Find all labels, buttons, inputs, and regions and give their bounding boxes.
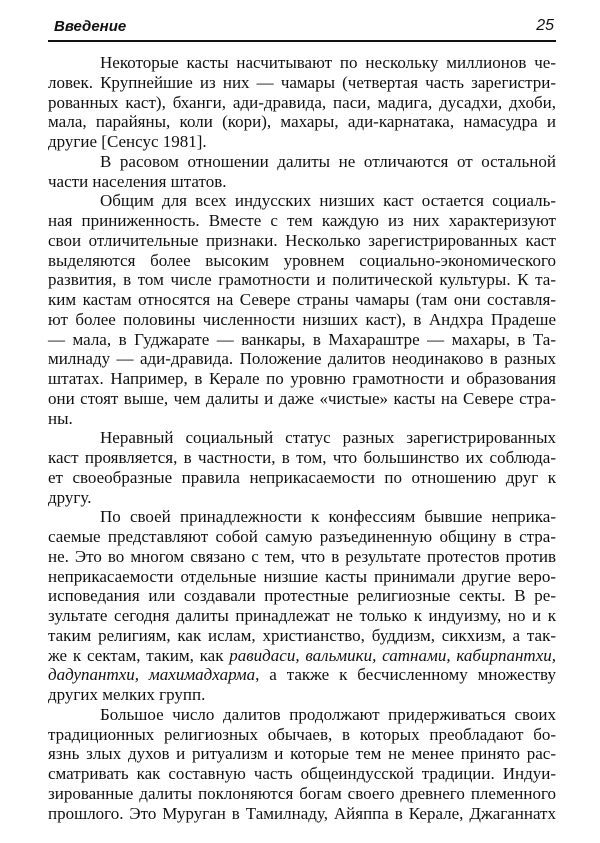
text-line	[48, 586, 556, 606]
text-segment: же к сектам, таким, как	[48, 645, 230, 665]
text-segment: Некоторые касты насчитывают по нескольку миллионов че-	[100, 53, 556, 72]
text-segment: мала, парайяны, коли (кори), махары, ади-карнатака, намасудра и	[48, 112, 556, 132]
text-line	[48, 567, 556, 587]
italic-text: дадупантхи, махимадхарма	[48, 665, 256, 685]
text-segment: Неравный социальный статус разных зарегистрированных	[100, 428, 556, 448]
text-segment: они стоят выше, чем далиты и даже «чистые» касты на Севере стра-	[48, 388, 556, 408]
text-segment: саемые представляют собой самую разъединенную общину в стра-	[48, 527, 556, 546]
text-segment: , а также к бесчисленному множеству	[255, 665, 556, 685]
text-line	[48, 764, 556, 784]
text-segment: язнь злых духов и ритуализм и которые тем не менее принято рас-	[48, 744, 556, 764]
text-line	[48, 507, 556, 527]
text-segment: ким кастам относятся на Севере страны чамары (там они составля-	[48, 290, 556, 309]
text-segment: милнаду — ади-дравида. Положение далитов неодинаково в разных	[48, 349, 556, 369]
paragraph	[48, 152, 556, 192]
text-segment: Большое число далитов продолжают придерживаться своих	[100, 704, 556, 724]
text-segment: ют более половины численности низших каст), в Андхра Прадеше	[48, 309, 556, 329]
text-line	[48, 349, 556, 369]
text-line	[48, 191, 556, 211]
paragraph	[48, 428, 556, 507]
text-segment: ная приниженность. Вместе с тем каждую из них характеризуют	[48, 211, 556, 230]
text-segment: части населения штатов.	[48, 171, 227, 191]
text-segment: сматривать как составную часть общеиндусской традиции. Индуи-	[48, 764, 556, 783]
text-line	[48, 53, 556, 73]
text-segment: другие [Сенсус 1981].	[48, 132, 207, 151]
text-line	[48, 804, 556, 824]
text-line	[48, 290, 556, 310]
page-number: 25	[536, 17, 554, 34]
text-line	[48, 389, 556, 409]
text-line	[48, 685, 556, 705]
italic-text: равидаси, вальмики, сатнами, кабирпантхи,	[229, 645, 556, 665]
text-segment: ны.	[48, 408, 73, 428]
text-segment: каст проявляется, в частности, в том, что большинство их соблюда-	[48, 448, 556, 467]
text-line	[48, 705, 556, 725]
text-line	[48, 211, 556, 231]
text-line	[48, 251, 556, 271]
text-line	[48, 725, 556, 745]
text-segment: выделяются более высоким уровнем социально-экономического	[48, 250, 556, 270]
text-line	[48, 448, 556, 468]
text-segment: зультате сегодня далиты принадлежат не только к индуизму, но и к	[48, 606, 556, 625]
text-line	[48, 626, 556, 646]
text-line	[48, 73, 556, 93]
text-line	[48, 330, 556, 350]
text-line	[48, 428, 556, 448]
text-line	[48, 270, 556, 290]
text-line	[48, 547, 556, 567]
text-line	[48, 132, 556, 152]
paragraph	[48, 53, 556, 152]
text-segment: Общим для всех индусских низших каст остается социаль-	[100, 191, 556, 211]
text-segment: развития, в том числе грамотности и политической культуры. К та-	[48, 270, 556, 290]
text-segment: В расовом отношении далиты не отличаются от остальной	[100, 151, 556, 171]
text-segment: неприкасаемости отдельные низшие касты принимали другие веро-	[48, 566, 556, 586]
section-title: Введение	[54, 18, 127, 35]
text-line	[48, 527, 556, 547]
text-segment: штатах. Например, в Керале по уровню грамотности и образования	[48, 369, 556, 388]
text-segment: не. Это во многом связано с тем, что в результате протестов против	[48, 546, 556, 566]
text-line	[48, 744, 556, 764]
paragraph	[48, 705, 556, 824]
text-segment: исповедания или создавали протестные религиозные секты. В ре-	[48, 586, 556, 606]
text-segment: ловек. Крупнейшие из них — чамары (четвертая часть зарегистри-	[48, 72, 556, 92]
text-segment: прошлого. Это Муруган в Тамилнаду, Айяппа в Керале, Джаганнатх	[48, 803, 556, 823]
text-line	[48, 231, 556, 251]
text-line	[48, 468, 556, 488]
text-line	[48, 310, 556, 330]
text-segment: зированные далиты поклоняются богам своего древнего племенного	[48, 783, 556, 803]
text-line	[48, 152, 556, 172]
text-segment: По своей принадлежности к конфессиям бывшие неприка-	[100, 507, 556, 527]
paragraph	[48, 191, 556, 428]
text-line	[48, 646, 556, 666]
text-line	[48, 172, 556, 192]
text-line	[48, 93, 556, 113]
text-line	[48, 665, 556, 685]
text-segment: таким религиям, как ислам, христианство, буддизм, сикхизм, а так-	[48, 625, 556, 645]
text-line	[48, 369, 556, 389]
text-line	[48, 112, 556, 132]
text-segment: другу.	[48, 487, 92, 507]
text-line	[48, 409, 556, 429]
running-header	[48, 16, 556, 42]
body-text	[48, 53, 556, 823]
text-segment: традиционных религиозных обычаев, в которых преобладают бо-	[48, 724, 556, 744]
paragraph	[48, 507, 556, 705]
text-line	[48, 784, 556, 804]
text-line	[48, 488, 556, 508]
text-segment: ет своеобразные правила неприкасаемости по отношению друг к	[48, 467, 556, 487]
text-segment: других мелких групп.	[48, 685, 206, 704]
text-segment: рованных каст), бханги, ади-дравида, паси, мадига, дусадхи, дхоби,	[48, 92, 556, 112]
text-segment: свои отличительные признаки. Несколько зарегистрированных каст	[48, 230, 556, 250]
text-segment: — мала, в Гуджарате — ванкары, в Махараштре — махары, в Та-	[48, 329, 556, 349]
text-line	[48, 606, 556, 626]
